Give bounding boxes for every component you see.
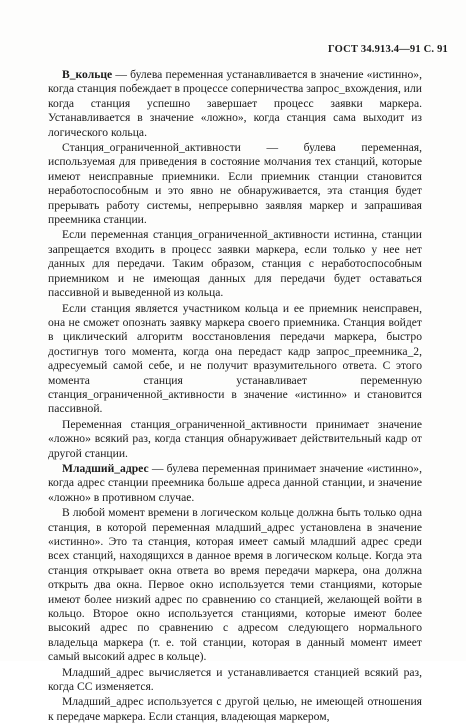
paragraph-single-station [48,506,422,664]
paragraph-text: Если станция является участником кольца и ее приемник неисправен, она не сможет опознать заявку маркера своего приемника. Станция войдет в циклический алгоритм восстановления передачи маркера, быстро достигнув того момента, когда она передаст кадр запрос_преемника_2, адресуемый самой себе, и не получит вразумительного ответа. С этого момента станция устанавливает переменную станция_ограниченной_активности в значение «истинно» и становится пассивной. [48,301,422,416]
paragraph-text: Переменная станция_ограниченной_активности принимает значение «ложно» всякий раз, когда станция обнаруживает действительный кадр от другой станции. [48,417,422,460]
body-text [48,68,422,725]
paragraph-receiver-faulty [48,302,422,417]
paragraph-mladshiy-adres [48,462,422,505]
page-header: ГОСТ 34.913.4—91 С. 91 [327,44,448,55]
paragraph-text: Если переменная станция_ограниченной_активности истинна, станции запрещается входить в процесс заявки маркера, если только у нее нет данных для передачи. Таким образом, станция с неработоспособным приемником и не имеющая данных для передачи будет оставаться пассивной и выведенной из кольца. [48,228,422,300]
paragraph-text: — булева переменная устанавливается в значение «истинно», когда станция побеждает в процессе соперничества запрос_вхождения, или когда станция успешно завершает процесс заявки маркера. Устанавливается в значение «ложно», когда станция сама выходит из логического кольца. [48,68,422,139]
paragraph-if-variable-true [48,228,422,300]
paragraph-text: Младший_адрес вычисляется и устанавливается станцией всякий раз, когда СС изменяется. [48,665,422,694]
paragraph-text: Станция_ограниченной_активности — булева переменная, используемая для приведения в состояние молчания тех станций, которые имеют неисправные приемники. Если приемник станции становится неработоспособным и это явно не обнаруживается, эта станция будет прерывать работу системы, непрерывно заявляя маркер и запрашивая преемника станции. [48,141,422,227]
paragraph-text: Младший_адрес используется с другой целью, не имеющей отношения к передаче маркера. Если станция, владеющая маркером, [48,695,422,723]
paragraph-text: В любой момент времени в логическом кольце должна быть только одна станция, в которой переменная младший_адрес установлена в значение «истинно». Это та станция, которая имеет самый младший адрес среди всех станций, находящихся в данное время в логическом кольце. Когда эта станция открывает окна ответа во время передачи маркера, она должна открыть два окна. Первое окно используется теми станциями, которые имеют более низкий адрес по сравнению со станцией, желающей войти в кольцо. Второе окно используется станциями, которые имеют более высокий адрес по сравнению с адресом следующего нормального владельца маркера (т. е. той станции, которая в данный момент имеет самый высокий адрес в кольце). [48,506,422,664]
paragraph-stantsiya-ogranichennoy-aktivnosti [48,141,422,227]
paragraph-variable-false [48,418,422,461]
paragraph-text: — булева переменная принимает значение «истинно», когда адрес станции преемника больше адреса данной станции, и значение «ложно» в противном случае. [48,461,422,504]
term: Младший_адрес [62,461,149,475]
paragraph-other-purpose [48,695,422,724]
term: В_кольце [62,68,113,81]
paragraph-v-koltse [48,68,422,140]
paragraph-computed [48,666,422,695]
